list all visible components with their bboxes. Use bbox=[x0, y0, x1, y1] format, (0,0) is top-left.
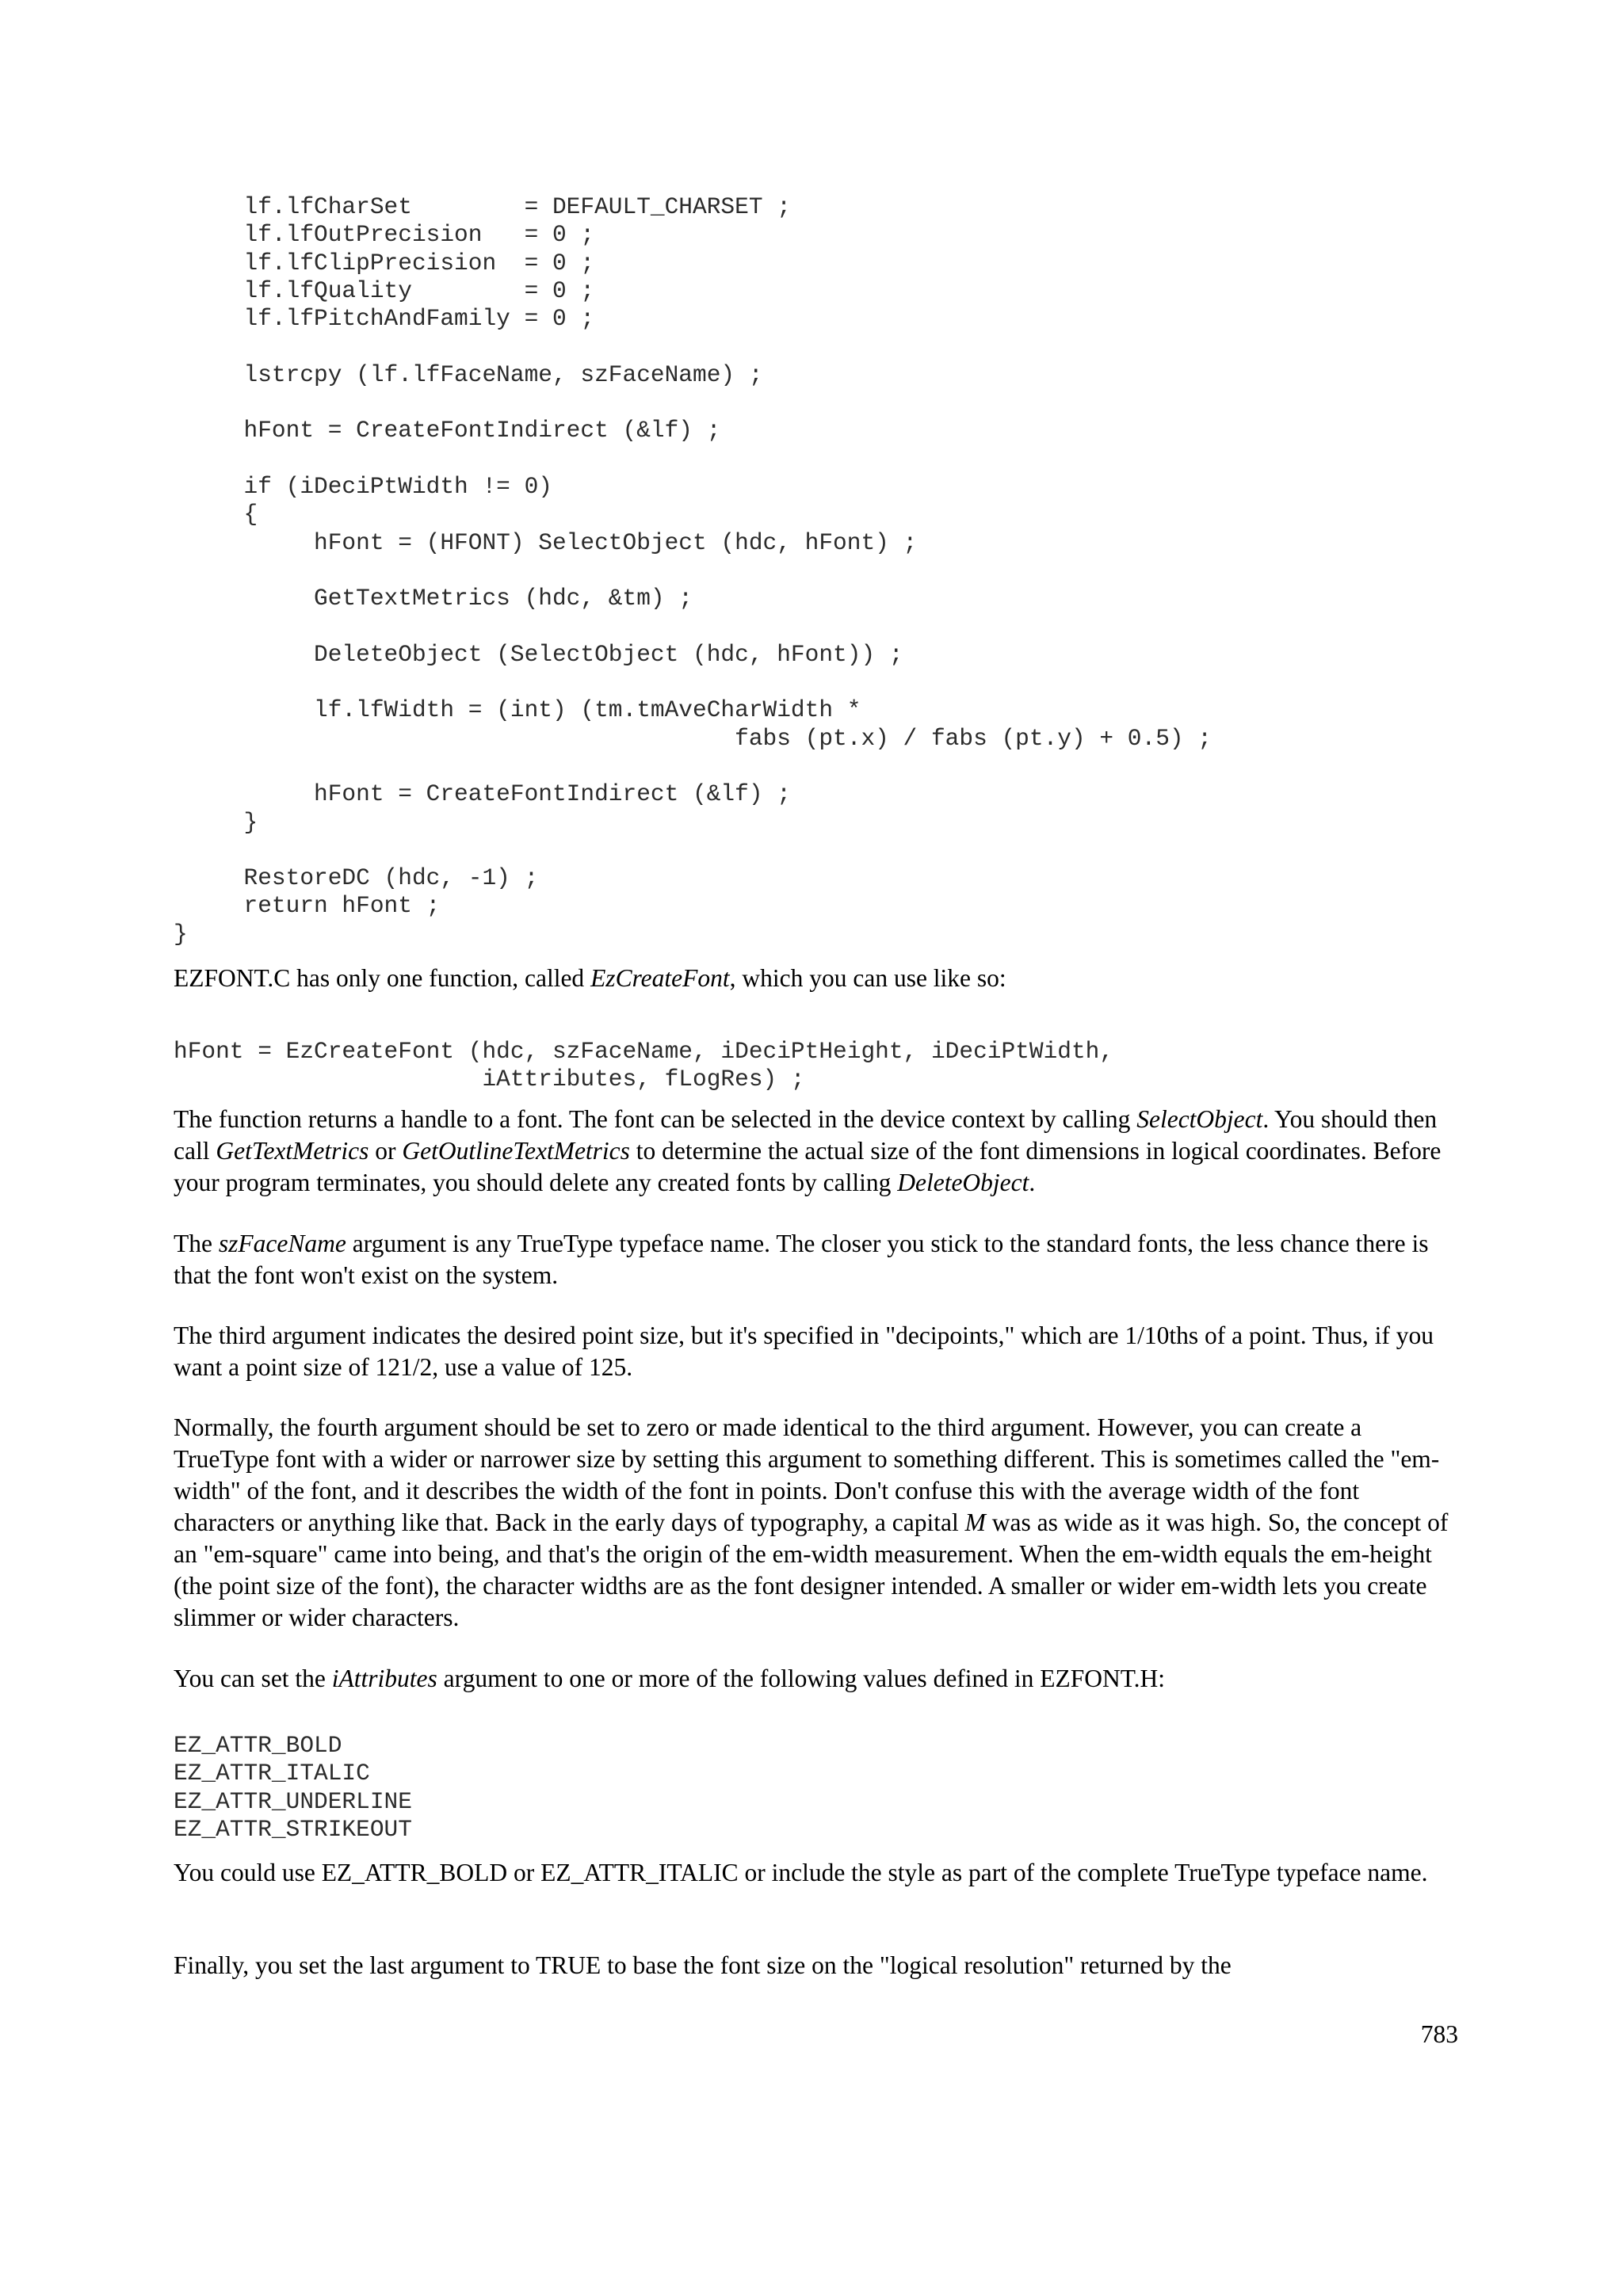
returns-text-4: to determine the actual size of the font dimensions in logical coordinates. Before your program terminates, you should delete any created fonts by calling bbox=[174, 1137, 1442, 1196]
fourth-text-1: Normally, the fourth argument should be set to zero or made identical to the third argument. However, you can create a TrueType font with a wider or narrower size by setting this argument to something different. This is sometimes called the "em-width" of the font, and it describes the width of the font in points. Don't confuse this with the average width of the font characters or anything like that. Back in the early days of typography, a capital bbox=[174, 1413, 1440, 1536]
returns-text-3: or bbox=[369, 1137, 403, 1165]
function-name-gettextmetrics: GetTextMetrics bbox=[216, 1137, 369, 1165]
capital-m-italic: M bbox=[964, 1508, 986, 1536]
intro-text-start: EZFONT.C has only one function, called bbox=[174, 964, 591, 992]
argument-name-iattributes: iAttributes bbox=[331, 1665, 437, 1692]
function-name-ezcreatefont: EzCreateFont bbox=[590, 964, 730, 992]
attributes-text-1: You can set the bbox=[174, 1665, 332, 1692]
code-example-ezcreatefont-call: hFont = EzCreateFont (hdc, szFaceName, iDeciPtHeight, iDeciPtWidth, iAttributes, fLogRes) ; bbox=[174, 1038, 1114, 1093]
code-attribute-constants: EZ_ATTR_BOLD EZ_ATTR_ITALIC EZ_ATTR_UNDERLINE EZ_ATTR_STRIKEOUT bbox=[174, 1732, 412, 1843]
final-argument-paragraph: Finally, you set the last argument to TRUE to base the font size on the "logical resolution" returned by the bbox=[174, 1951, 1232, 1979]
page-number: 783 bbox=[1420, 2020, 1458, 2048]
returns-paragraph bbox=[174, 1104, 1461, 1199]
code-listing-ezfont-tail: lf.lfCharSet = DEFAULT_CHARSET ; lf.lfOutPrecision = 0 ; lf.lfClipPrecision = 0 ; lf.lfQuality = 0 ; lf.lfPitchAndFamily = 0 ; lstrcpy (lf.lfFaceName, szFaceName) ; hFont = CreateFontIndirect (&lf) ; if (iDeciPtWidth != 0) { hFont = (HFONT) SelectObject (hdc, hFont) ; GetTextMetrics (hdc, &tm) ; DeleteObject (SelectObject (hdc, hFont)) ; lf.lfWidth = (int) (tm.tmAveCharWidth * fabs (pt.x) / fabs (pt.y) + 0.5) ; hFont = CreateFontIndirect (&lf) ; } RestoreDC (hdc, -1) ; return hFont ; } bbox=[174, 193, 1212, 948]
intro-paragraph bbox=[174, 963, 1461, 994]
facename-paragraph bbox=[174, 1228, 1461, 1291]
third-argument-paragraph: The third argument indicates the desired point size, but it's specified in "decipoints," which are 1/10ths of a point. Thus, if you want a point size of 121/2, use a value of 125. bbox=[174, 1322, 1434, 1381]
returns-text-5: . bbox=[1029, 1169, 1036, 1196]
returns-text-2: . You should then call bbox=[174, 1105, 1438, 1165]
attributes-text-2: argument to one or more of the following values defined in EZFONT.H: bbox=[437, 1665, 1166, 1692]
argument-name-szfacename: szFaceName bbox=[218, 1230, 346, 1257]
returns-text-1: The function returns a handle to a font. The font can be selected in the device context by calling bbox=[174, 1105, 1137, 1133]
attributes-paragraph bbox=[174, 1663, 1461, 1695]
intro-text-end: , which you can use like so: bbox=[729, 964, 1006, 992]
facename-text-1: The bbox=[174, 1230, 219, 1257]
style-usage-paragraph: You could use EZ_ATTR_BOLD or EZ_ATTR_ITALIC or include the style as part of the complete TrueType typeface name. bbox=[174, 1859, 1428, 1886]
function-name-getoutlinetextmetrics: GetOutlineTextMetrics bbox=[402, 1137, 630, 1165]
fourth-argument-paragraph bbox=[174, 1412, 1461, 1634]
function-name-selectobject: SelectObject bbox=[1136, 1105, 1263, 1133]
facename-text-2: argument is any TrueType typeface name. The closer you stick to the standard fonts, the less chance there is that the font won't exist on the system. bbox=[174, 1230, 1429, 1289]
function-name-deleteobject: DeleteObject bbox=[897, 1169, 1029, 1196]
fourth-text-2: was as wide as it was high. So, the concept of an "em-square" came into being, and that's the origin of the em-width measurement. When the em-width equals the em-height (the point size of the font), the character widths are as the font designer intended. A smaller or wider em-width lets you create slimmer or wider characters. bbox=[174, 1508, 1449, 1631]
